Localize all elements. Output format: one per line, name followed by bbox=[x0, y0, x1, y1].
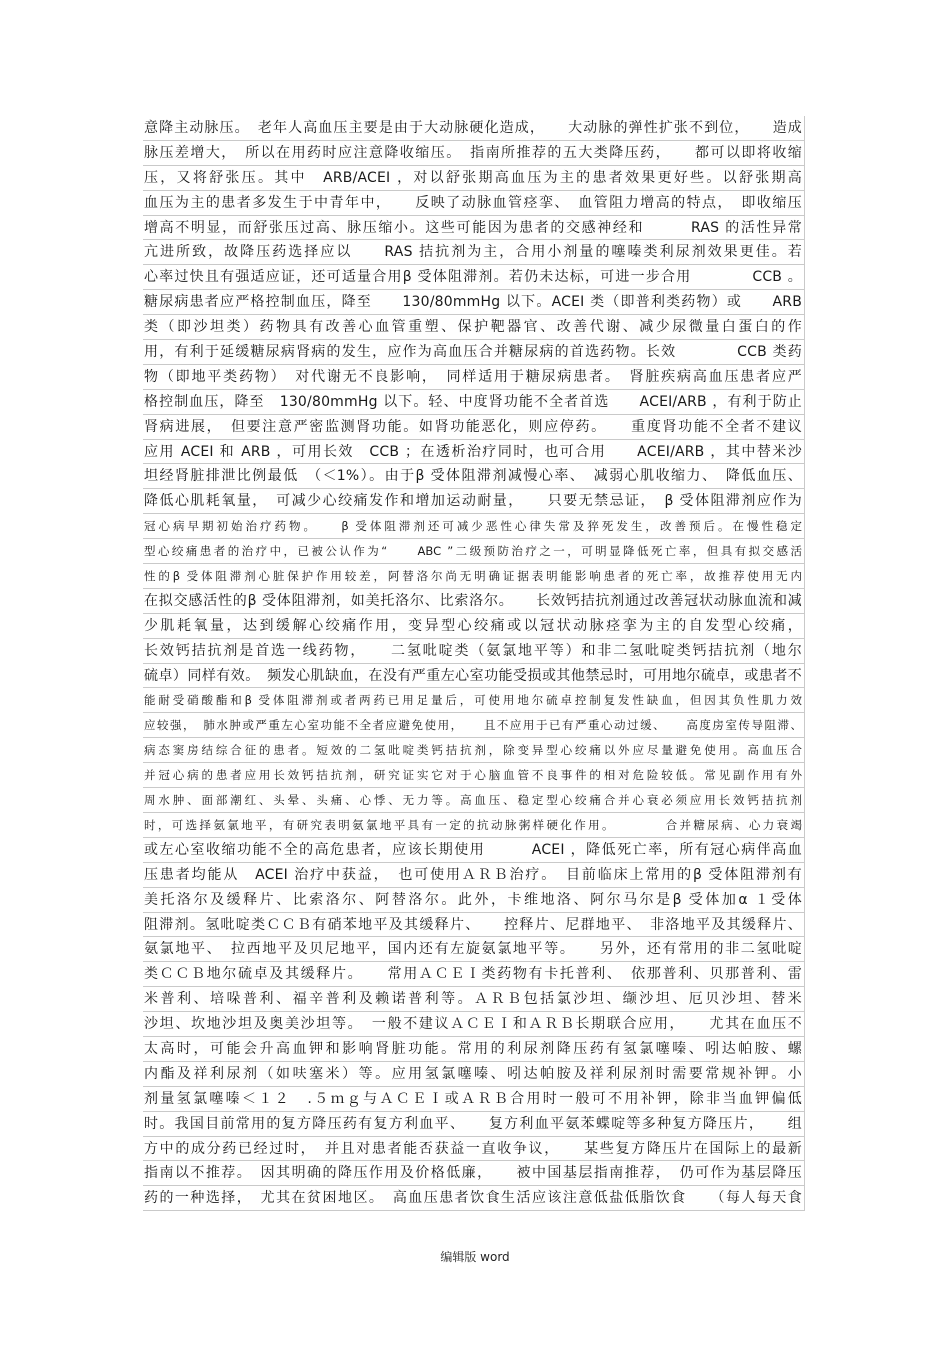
text-line: 类ＣＣＢ地尔硫卓及其缓释片。 常用ＡＣＥＩ类药物有卡托普利、 依那普利、贝那普利、雷 bbox=[143, 962, 805, 987]
text-line: 剂量氢氯噻嗪＜１２ .５ｍｇ与ＡＣＥＩ或ＡＲＢ合用时一般可不用补钾，除非当血钾偏低 bbox=[143, 1087, 805, 1112]
text-line: 硫卓）同样有效。 频发心肌缺血，在没有严重左心室功能受损或其他禁忌时，可用地尔硫卓，或患者不 bbox=[143, 664, 805, 689]
text-line: 太高时，可能会升高血钾和影响肾脏功能。常用的利尿剂降压药有氢氯噻嗪、吲达帕胺、螺 bbox=[143, 1037, 805, 1062]
text-line: 方中的成分药已经过时， 并且对患者能否获益一直收争议， 某些复方降压片在国际上的最新 bbox=[143, 1137, 805, 1162]
text-line: 时，可选择氨氯地平，有研究表明氨氯地平具有一定的抗动脉粥样硬化作用。 合并糖尿病、心力衰竭 bbox=[143, 813, 805, 838]
text-line: 时。我国目前常用的复方降压药有复方利血平、 复方利血平氨苯蝶啶等多种复方降压片， 组 bbox=[143, 1112, 805, 1137]
text-line: 压患者均能从 ACEI 治疗中获益， 也可使用ＡＲＢ治疗。 目前临床上常用的β 受体阻滞剂有 bbox=[143, 863, 805, 888]
text-line: 亢进所致，故降压药选择应以 RAS 拮抗剂为主，合用小剂量的噻嗪类利尿剂效果更佳。若 bbox=[143, 240, 805, 265]
text-line: 或左心室收缩功能不全的高危患者，应该长期使用 ACEI ，降低死亡率，所有冠心病伴高血 bbox=[143, 838, 805, 863]
text-line: 内酯及祥利尿剂（如呋塞米）等。应用氢氯噻嗪、吲达帕胺及祥利尿剂时需要常规补钾。小 bbox=[143, 1062, 805, 1087]
text-line: 指南以不推荐。 因其明确的降压作用及价格低廉， 被中国基层指南推荐， 仍可作为基层降压 bbox=[143, 1161, 805, 1186]
text-line: 脉压差增大， 所以在用药时应注意降收缩压。 指南所推荐的五大类降压药， 都可以即将收缩 bbox=[143, 141, 805, 166]
text-line: 沙坦、坎地沙坦及奥美沙坦等。 一般不建议ＡＣＥＩ和ＡＲＢ长期联合应用， 尤其在血压不 bbox=[143, 1012, 805, 1037]
text-line: 心率过快且有强适应证，还可适量合用β 受体阻滞剂。若仍未达标，可进一步合用 CCB 。 bbox=[143, 265, 805, 290]
text-line: 周水肿、面部潮红、头晕、头痛、心悸、无力等。高血压、稳定型心绞痛合并心衰必须应用长效钙拮抗剂 bbox=[143, 788, 805, 813]
text-line: 药的一种选择， 尤其在贫困地区。 高血压患者饮食生活应该注意低盐低脂饮食 （每人每天食 bbox=[143, 1186, 805, 1211]
text-line: 冠心病早期初始治疗药物。 β 受体阻滞剂还可减少恶性心律失常及猝死发生，改善预后。在慢性稳定 bbox=[143, 514, 805, 539]
text-line: 坦经肾脏排泄比例最低 （＜1%）。由于β 受体阻滞剂减慢心率、 减弱心肌收缩力、 降低血压、 bbox=[143, 464, 805, 489]
text-line: 型心绞痛患者的治疗中，已被公认作为“ ABC ”二级预防治疗之一，可明显降低死亡率，但具有拟交感活 bbox=[143, 539, 805, 564]
text-line: 压，又将舒张压。其中 ARB/ACEI ，对以舒张期高血压为主的患者效果更好些。以舒张期高 bbox=[143, 166, 805, 191]
text-line: 阻滞剂。氢吡啶类ＣＣＢ有硝苯地平及其缓释片、 控释片、尼群地平、 非洛地平及其缓释片、 bbox=[143, 913, 805, 938]
text-line: 美托洛尔及缓释片、比索洛尔、阿替洛尔。此外，卡维地洛、阿尔马尔是β 受体加α １受体 bbox=[143, 888, 805, 913]
text-line: 应较强， 肺水肿或严重左心室功能不全者应避免使用， 且不应用于已有严重心动过缓、 高度房室传导阻滞、 bbox=[143, 713, 805, 738]
text-line: 能耐受硝酸酯和β 受体阻滞剂或者两药已用足量后，可使用地尔硫卓控制复发性缺血，但因其负性肌力效 bbox=[143, 688, 805, 713]
text-line: 米普利、培哚普利、福辛普利及赖诺普利等。ＡＲＢ包括氯沙坦、缬沙坦、厄贝沙坦、替米 bbox=[143, 987, 805, 1012]
text-line: 类（即沙坦类）药物具有改善心血管重塑、保护靶器官、改善代谢、减少尿微量白蛋白的作 bbox=[143, 315, 805, 340]
text-line: 病态窦房结综合征的患者。短效的二氢吡啶类钙拮抗剂，除变异型心绞痛以外应尽量避免使用。高血压合 bbox=[143, 738, 805, 763]
text-line: 血压为主的患者多发生于中青年中， 反映了动脉血管痉挛、 血管阻力增高的特点， 即收缩压 bbox=[143, 191, 805, 216]
page-footer: 编辑版 word bbox=[440, 1250, 510, 1264]
text-line: 用，有利于延缓糖尿病肾病的发生，应作为高血压合并糖尿病的首选药物。长效 CCB 类药 bbox=[143, 340, 805, 365]
text-line: 物（即地平类药物） 对代谢无不良影响， 同样适用于糖尿病患者。 肾脏疾病高血压患者应严 bbox=[143, 365, 805, 390]
text-line: 格控制血压，降至 130/80mmHg 以下。轻、中度肾功能不全者首选 ACEI/ARB ，有利于防止 bbox=[143, 390, 805, 415]
text-line: 肾病进展， 但要注意严密监测肾功能。如肾功能恶化，则应停药。 重度肾功能不全者不建议 bbox=[143, 415, 805, 440]
text-line: 长效钙拮抗剂是首选一线药物， 二氢吡啶类（氨氯地平等）和非二氢吡啶类钙拮抗剂（地尔 bbox=[143, 639, 805, 664]
document-body bbox=[143, 116, 805, 1211]
text-line: 在拟交感活性的β 受体阻滞剂，如美托洛尔、比索洛尔。 长效钙拮抗剂通过改善冠状动脉血流和减 bbox=[143, 589, 805, 614]
text-line: 意降主动脉压。 老年人高血压主要是由于大动脉硬化造成， 大动脉的弹性扩张不到位， 造成 bbox=[143, 116, 805, 141]
text-line: 应用 ACEI 和 ARB ，可用长效 CCB ；在透析治疗同时，也可合用 ACEI/ARB ，其中替米沙 bbox=[143, 440, 805, 465]
text-line: 少肌耗氧量，达到缓解心绞痛作用，变异型心绞痛或以冠状动脉痉挛为主的自发型心绞痛， bbox=[143, 614, 805, 639]
text-line: 氨氯地平、 拉西地平及贝尼地平，国内还有左旋氨氯地平等。 另外，还有常用的非二氢吡啶 bbox=[143, 937, 805, 962]
text-line: 并冠心病的患者应用长效钙拮抗剂，研究证实它对于心脑血管不良事件的相对危险较低。常见副作用有外 bbox=[143, 763, 805, 788]
text-line: 糖尿病患者应严格控制血压，降至 130/80mmHg 以下。ACEI 类（即普利类药物）或 ARB bbox=[143, 290, 805, 315]
text-line: 增高不明显，而舒张压过高、脉压缩小。这些可能因为患者的交感神经和 RAS 的活性异常 bbox=[143, 216, 805, 241]
text-line: 降低心肌耗氧量， 可减少心绞痛发作和增加运动耐量， 只要无禁忌证， β 受体阻滞剂应作为 bbox=[143, 489, 805, 514]
text-line: 性的β 受体阻滞剂心脏保护作用较差，阿替洛尔尚无明确证据表明能影响患者的死亡率，故推荐使用无内 bbox=[143, 564, 805, 589]
